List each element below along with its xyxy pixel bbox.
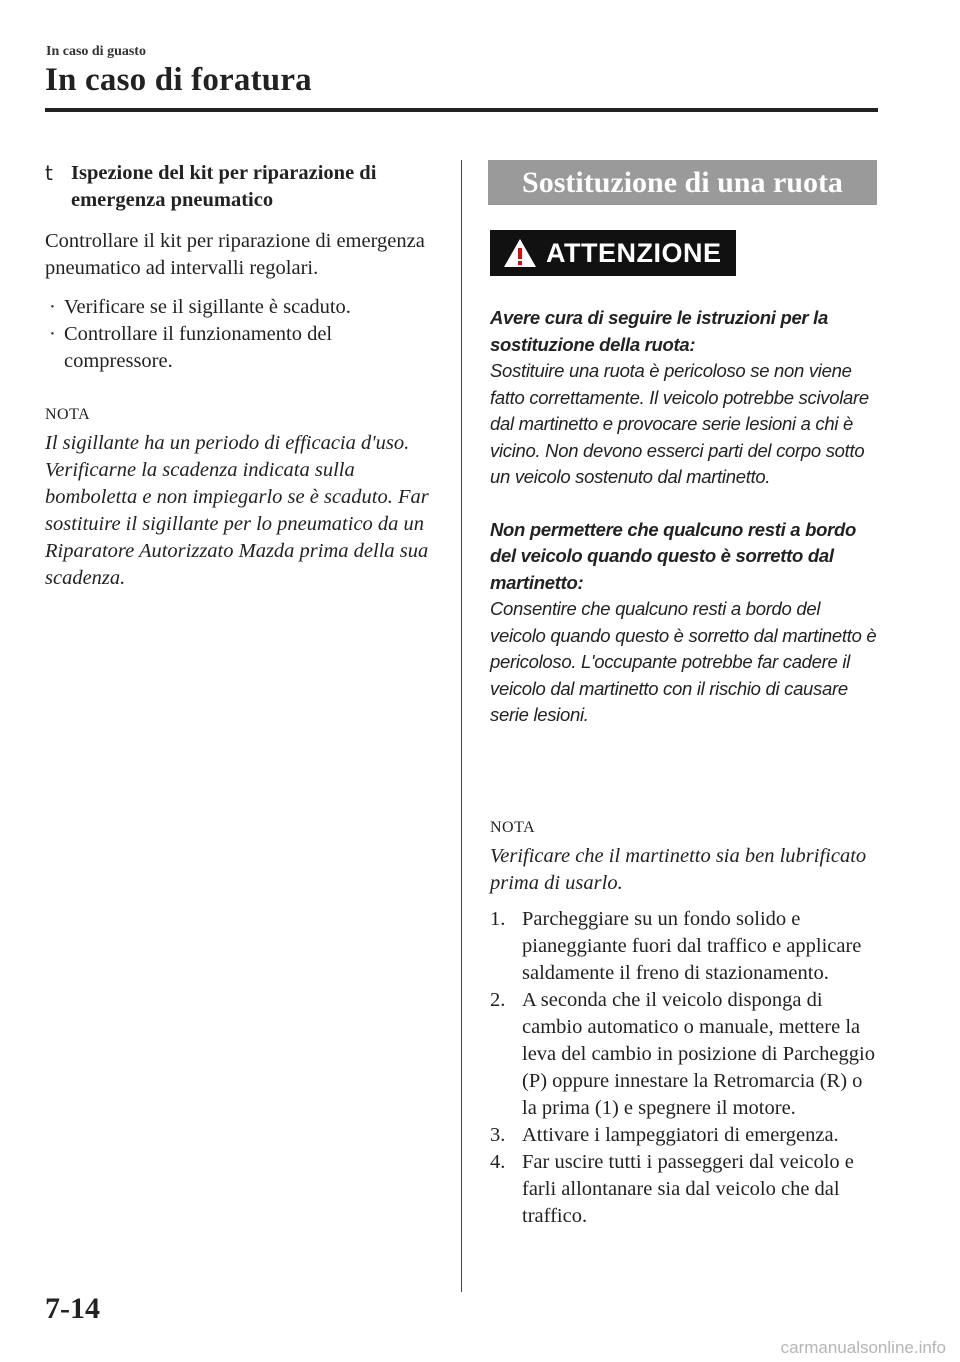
step-number: 3.: [490, 1124, 506, 1146]
bullet-list: [45, 294, 435, 375]
note-text: Il sigillante ha un periodo di efficacia d'uso. Verificarne la scadenza indicata sulla bomboletta e non impiegarlo se è scaduto. Far sostituire il sigillante per lo pneumatico da un Riparatore Autorizzato Mazda prima della sua scadenza.: [45, 432, 429, 589]
page-number: 7-14: [45, 1292, 100, 1325]
warning-triangle-icon: [502, 237, 538, 269]
left-column: [45, 160, 435, 592]
step-text: Attivare i lampeggiatori di emergenza.: [522, 1124, 839, 1146]
list-item-text: Controllare il funzionamento del compressore.: [64, 323, 333, 372]
step-item: [490, 906, 880, 987]
note-label: NOTA: [490, 819, 536, 836]
section-heading-inspection: [45, 160, 435, 214]
step-item: [490, 1149, 880, 1230]
section-marker-icon: t: [45, 161, 53, 185]
step-text: A seconda che il veicolo disponga di cambio automatico o manuale, mettere la leva del cambio in posizione di Parcheggio (P) oppure innestare la Retromarcia (R) o la prima (1) e spegnere il motore.: [522, 989, 875, 1119]
step-item: [490, 987, 880, 1122]
steps-list: [490, 906, 880, 1230]
warning-block: [490, 305, 880, 491]
step-number: 4.: [490, 1151, 506, 1173]
warning-body: [490, 305, 880, 755]
section-banner: Sostituzione di una ruota: [488, 160, 877, 205]
page-title: In caso di foratura: [45, 62, 312, 98]
note-label: NOTA: [45, 406, 91, 423]
warning-label: ATTENZIONE: [546, 237, 722, 268]
step-number: 1.: [490, 908, 506, 930]
warning-text: Consentire che qualcuno resti a bordo del veicolo quando questo è sorretto dal martinetto è pericoloso. L'occupante potrebbe far cadere il veicolo dal martinetto con il rischio di causare serie lesioni.: [490, 598, 877, 725]
list-item: [45, 294, 435, 321]
step-text: Parcheggiare su un fondo solido e pianeggiante fuori dal traffico e applicare saldamente il freno di stazionamento.: [522, 908, 862, 984]
section-heading-text: Ispezione del kit per riparazione di emergenza pneumatico: [71, 162, 377, 211]
warning-text: Sostituire una ruota è pericoloso se non viene fatto correttamente. Il veicolo potrebbe scivolare dal martinetto e provocare serie lesioni a chi è vicino. Non devono esserci parti del corpo sotto un veicolo sostenuto dal martinetto.: [490, 360, 869, 487]
list-item-text: Verificare se il sigillante è scaduto.: [64, 296, 351, 318]
breadcrumb: In caso di guasto: [46, 44, 146, 59]
warning-block: [490, 517, 880, 729]
bullet-dot-icon: ·: [49, 296, 56, 318]
column-divider: [461, 160, 462, 1292]
step-item: [490, 1122, 880, 1149]
list-item: [45, 321, 435, 375]
warning-badge: [490, 230, 736, 276]
warning-heading: Avere cura di seguire le istruzioni per la sostituzione della ruota:: [490, 307, 828, 355]
note-text: Verificare che il martinetto sia ben lubrificato prima di usarlo.: [490, 845, 867, 894]
warning-heading: Non permettere che qualcuno resti a bordo del veicolo quando questo è sorretto dal martinetto:: [490, 518, 856, 593]
step-number: 2.: [490, 989, 506, 1011]
bullet-dot-icon: ·: [49, 323, 56, 345]
step-text: Far uscire tutti i passeggeri dal veicolo e farli allontanare sia dal veicolo che dal traffico.: [522, 1151, 854, 1227]
watermark: carmanualsonline.info: [780, 1338, 946, 1357]
header-rule: [45, 108, 878, 112]
intro-paragraph: Controllare il kit per riparazione di emergenza pneumatico ad intervalli regolari.: [45, 230, 425, 279]
right-note: [490, 814, 880, 897]
